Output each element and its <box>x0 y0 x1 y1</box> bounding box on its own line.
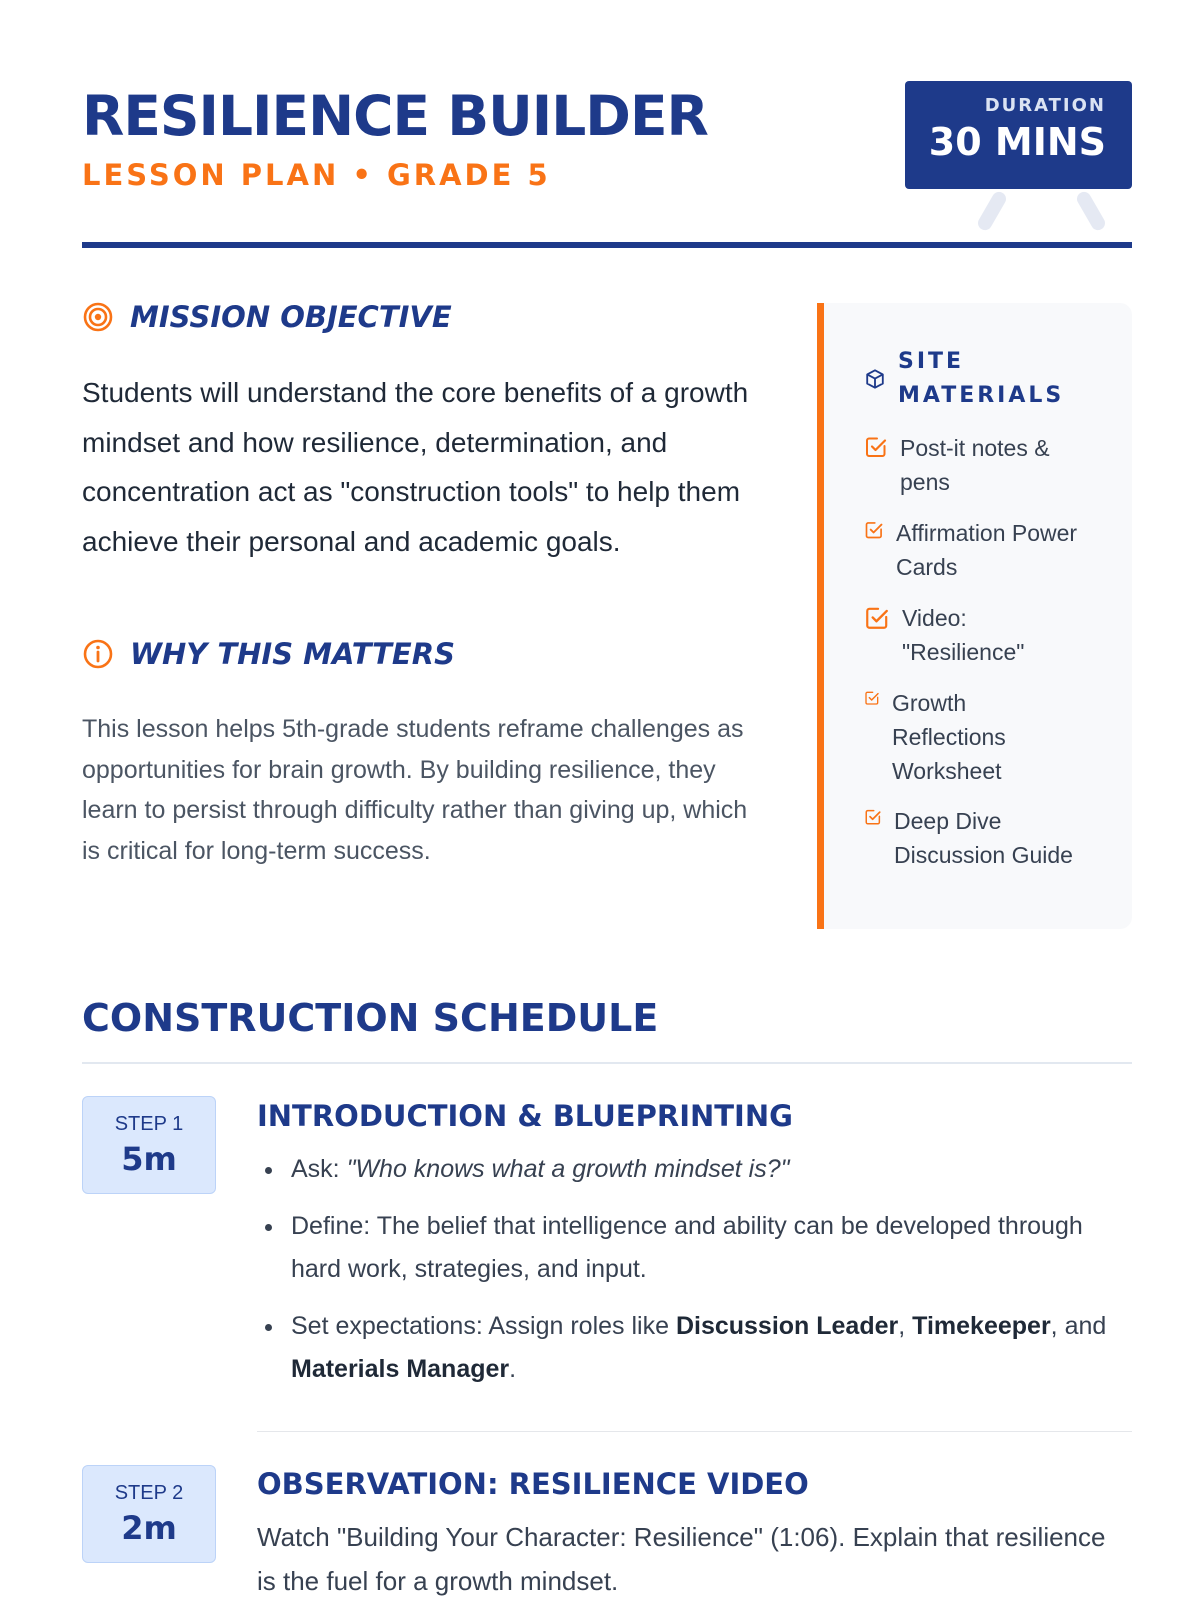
step-time: 5m <box>121 1140 177 1178</box>
step-label: STEP 2 <box>114 1482 184 1504</box>
step-badge <box>82 1096 216 1194</box>
material-label: Affirmation Power Cards <box>896 520 1078 580</box>
step-title: INTRODUCTION & BLUEPRINTING <box>257 1099 793 1133</box>
lesson-plan-page <box>82 0 1132 1600</box>
page-title: RESILIENCE BUILDER <box>82 84 708 148</box>
page-subtitle: LESSON PLAN • GRADE 5 <box>82 158 551 192</box>
duration-value: 30 MINS <box>928 120 1106 164</box>
header-divider <box>82 242 1132 248</box>
checkbox-icon <box>864 808 882 826</box>
material-label: Video: "Resilience" <box>902 605 1025 665</box>
sign-leg-right <box>1074 189 1107 232</box>
site-materials-panel <box>817 303 1132 929</box>
step-time: 2m <box>121 1509 177 1547</box>
material-item <box>864 686 1064 788</box>
material-item <box>864 431 1074 499</box>
schedule-heading: CONSTRUCTION SCHEDULE <box>82 996 659 1040</box>
checkbox-icon <box>864 435 888 459</box>
objective-heading-text: MISSION OBJECTIVE <box>130 300 452 334</box>
step-title: OBSERVATION: RESILIENCE VIDEO <box>257 1467 809 1501</box>
step-bullet-list <box>257 1148 1117 1405</box>
why-heading <box>82 637 455 671</box>
why-text: This lesson helps 5th-grade students reframe challenges as opportunities for brain growth. By building resilience, they learn to persist through difficulty rather than giving up, which is critical for long-term success. <box>82 715 748 865</box>
step-divider <box>257 1431 1132 1432</box>
material-label: Deep Dive Discussion Guide <box>894 808 1073 868</box>
checkbox-icon <box>864 690 880 706</box>
objective-text: Students will understand the core benefits of a growth mindset and how resilience, determination, and concentration act as "construction tools" to help them achieve their personal and academic goals. <box>82 377 749 557</box>
step-badge <box>82 1465 216 1563</box>
sign-leg-left <box>975 189 1008 232</box>
material-label: Growth Reflections Worksheet <box>892 690 1006 784</box>
material-item <box>864 804 1089 872</box>
objective-heading <box>82 300 452 334</box>
info-icon <box>82 638 114 670</box>
material-item <box>864 601 1054 669</box>
material-label: Post-it notes & pens <box>900 435 1050 495</box>
material-item <box>864 516 1104 584</box>
duration-label: DURATION <box>984 95 1106 116</box>
schedule-divider <box>82 1062 1132 1064</box>
step-bullet: Set expectations: Assign roles like Discussion Leader, Timekeeper, and Materials Manager. <box>257 1305 1117 1392</box>
why-heading-text: WHY THIS MATTERS <box>130 637 455 671</box>
checkbox-icon <box>864 605 890 631</box>
materials-heading <box>864 345 1098 413</box>
checkbox-icon <box>864 520 884 540</box>
step-label: STEP 1 <box>114 1113 184 1135</box>
step-bullet: Ask: "Who knows what a growth mindset is?" <box>257 1148 1117 1192</box>
materials-heading-text: SITE MATERIALS <box>898 349 1065 408</box>
cube-icon <box>864 368 886 390</box>
duration-badge <box>905 81 1132 189</box>
step-text: Watch "Building Your Character: Resilience" (1:06). Explain that resilience is the fuel for a growth mindset. <box>257 1522 1106 1596</box>
step-bullet: Define: The belief that intelligence and ability can be developed through hard work, strategies, and input. <box>257 1205 1117 1292</box>
target-icon <box>82 301 114 333</box>
